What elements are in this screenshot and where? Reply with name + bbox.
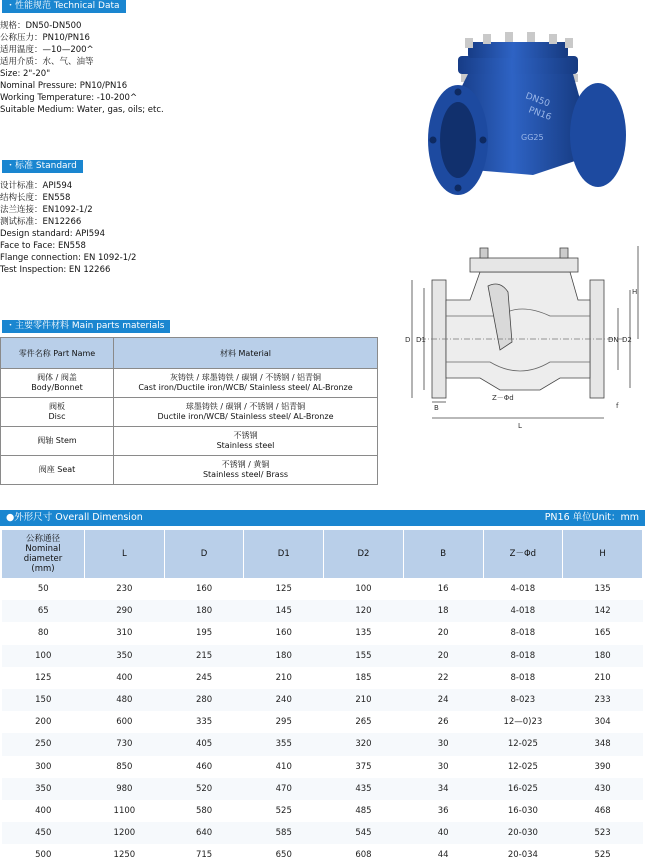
dimension-cell: 335: [195, 717, 213, 728]
part-name: 阀轴 Stem: [37, 436, 77, 445]
dimension-cell: 608: [355, 850, 372, 861]
parts-table: [0, 337, 378, 485]
drawing-label-D2: D2: [622, 336, 632, 344]
dimension-cell: 100: [355, 584, 372, 595]
dimension-cell: 26: [437, 717, 449, 728]
dimension-cell: 245: [195, 672, 213, 683]
dimension-cell: 520: [164, 778, 244, 800]
spec-line: 适用介质：水、气、油等: [0, 57, 94, 67]
dimension-cell: 30: [403, 733, 483, 755]
dimension-cell: 120: [324, 600, 404, 622]
spec-line: 公称压力：PN10/PN16: [0, 33, 90, 43]
drawing-label-DN: DN: [608, 336, 619, 344]
dimension-cell: 145: [244, 600, 324, 622]
parts-heading: ・主要零件材料 Main parts materials: [2, 320, 170, 333]
dimension-row: [2, 578, 643, 600]
dimension-cell: 280: [164, 689, 244, 711]
part-name: 阀板: [49, 402, 65, 411]
dimension-cell: 350: [85, 645, 165, 667]
dimension-cell: 16-025: [483, 778, 563, 800]
dimension-cell: 34: [403, 778, 483, 800]
dimension-cell: 430: [563, 778, 643, 800]
nominal-header-line: 公称通径: [25, 534, 60, 544]
part-material-cell: [114, 369, 378, 398]
parts-header-name: 零件名称 Part Name: [1, 338, 114, 369]
dimension-cell: 460: [195, 761, 213, 772]
part-material-cell: [114, 427, 378, 456]
dimension-cell: 195: [195, 628, 213, 639]
dimension-cell: 180: [244, 645, 324, 667]
dimension-cell: 640: [164, 822, 244, 844]
dimension-cell: 265: [355, 717, 372, 728]
dimension-cell: 730: [85, 733, 165, 755]
part-name: Disc: [48, 412, 66, 421]
dimension-cell: 20-034: [507, 850, 538, 861]
dimension-cell: 20: [437, 628, 449, 639]
parts-row: [1, 427, 378, 456]
dimension-cell: 240: [244, 689, 324, 711]
part-name: Body/Bonnet: [31, 383, 83, 392]
dimension-cell: 8-023: [483, 689, 563, 711]
dimension-column-header: D: [164, 530, 244, 578]
valve-drawing: [400, 232, 645, 432]
part-name-cell: [1, 427, 114, 456]
dimension-cell: 355: [244, 733, 324, 755]
dimension-cell: 125: [35, 672, 52, 683]
dimension-cell: 180: [563, 645, 643, 667]
part-name-cell: [1, 398, 114, 427]
dimension-cell: 8-018: [510, 672, 536, 683]
dimension-cell: 435: [324, 778, 404, 800]
dimension-column-header: L: [85, 530, 165, 578]
dimension-cell: 210: [324, 689, 404, 711]
dimension-cell: 40: [403, 822, 483, 844]
dimension-cell: 80: [37, 628, 49, 639]
dimension-column-header: H: [563, 530, 643, 578]
spec-line: Test Inspection: EN 12266: [0, 265, 111, 275]
dimension-cell: 215: [164, 645, 244, 667]
dimension-cell: 155: [324, 645, 404, 667]
dimension-cell: 22: [437, 672, 449, 683]
dimension-cell: 300: [35, 761, 52, 772]
dimension-cell: 523: [563, 822, 643, 844]
dimension-cell: 12-025: [483, 733, 563, 755]
drawing-label-H: H: [632, 288, 638, 296]
dimension-cell: 20-030: [483, 822, 563, 844]
dimension-header-bar: [0, 510, 645, 526]
dimension-row: [2, 622, 643, 644]
spec-line: Design standard: API594: [0, 229, 105, 239]
dimension-row: [2, 711, 643, 733]
spec-line: 测试标准：EN12266: [0, 217, 82, 227]
dimension-cell: 1200: [85, 822, 165, 844]
dimension-cell: 525: [275, 805, 292, 816]
dimension-table: [2, 530, 643, 866]
spec-line: 结构长度：EN558: [0, 193, 71, 203]
dimension-cell: 30: [437, 761, 449, 772]
drawing-label-B: B: [434, 404, 439, 412]
dimension-column-header: B: [403, 530, 483, 578]
dimension-row: [2, 645, 643, 667]
dimension-row: [2, 844, 643, 866]
dimension-cell: 250: [2, 733, 85, 755]
part-material: 灰铸铁 / 球墨铸铁 / 碳钢 / 不锈钢 / 铝青铜: [169, 373, 322, 382]
dimension-cell: 715: [195, 850, 213, 861]
dimension-cell: 400: [116, 672, 133, 683]
nominal-header-line: Nominal: [25, 544, 61, 554]
dimension-cell: 400: [35, 805, 52, 816]
valve-text-2: PN16: [526, 105, 553, 123]
part-name-cell: [1, 456, 114, 485]
part-name: 阀座 Seat: [38, 465, 76, 474]
part-material: Stainless steel/ Brass: [202, 470, 289, 479]
dimension-cell: 160: [275, 628, 292, 639]
dimension-cell: 580: [195, 805, 213, 816]
parts-row: [1, 398, 378, 427]
dimension-cell: 390: [594, 761, 611, 772]
part-material-cell: [114, 398, 378, 427]
spec-line: Nominal Pressure: PN10/PN16: [0, 81, 128, 91]
dimension-cell: 135: [594, 584, 611, 595]
dimension-cell: 4-018: [483, 600, 563, 622]
dimension-cell: 165: [594, 628, 611, 639]
dimension-cell: 450: [2, 822, 85, 844]
drawing-label-L: L: [518, 422, 522, 430]
standard-heading: ・标准 Standard: [2, 160, 83, 173]
dimension-cell: 12-025: [507, 761, 538, 772]
part-material: Ductile iron/WCB/ Stainless steel/ AL-Bronze: [157, 412, 334, 421]
part-name: 阀体 / 阀盖: [37, 373, 77, 382]
dimension-cell: 485: [355, 805, 372, 816]
nominal-header-line: (mm): [31, 564, 55, 574]
dimension-cell: 18: [403, 600, 483, 622]
dimension-cell: 180: [164, 600, 244, 622]
dimension-unit: PN16 单位Unit：mm: [544, 512, 639, 523]
part-name-cell: [1, 369, 114, 398]
dimension-cell: 16-030: [507, 805, 538, 816]
dimension-cell: 142: [563, 600, 643, 622]
dimension-cell: 135: [355, 628, 372, 639]
dimension-cell: 320: [324, 733, 404, 755]
dimension-cell: 44: [437, 850, 449, 861]
dimension-column-header: Z－Φd: [483, 530, 563, 578]
dimension-cell: 410: [275, 761, 292, 772]
dimension-cell: 348: [563, 733, 643, 755]
spec-line: Working Temperature: -10-200^: [0, 93, 138, 103]
dimension-cell: 150: [2, 689, 85, 711]
dimension-cell: 1250: [113, 850, 136, 861]
parts-header-material: 材料 Material: [114, 338, 378, 369]
dimension-row: [2, 733, 643, 755]
spec-line: 设计标准：API594: [0, 181, 73, 191]
dimension-cell: 160: [195, 584, 213, 595]
dimension-cell: 50: [37, 584, 49, 595]
dimension-row: [2, 689, 643, 711]
dimension-cell: 585: [244, 822, 324, 844]
part-material: Cast iron/Ductile iron/WCB/ Stainless steel/ AL-Bronze: [138, 383, 353, 392]
dimension-cell: 8-018: [510, 628, 536, 639]
dimension-cell: 8-018: [483, 645, 563, 667]
dimension-cell: 233: [563, 689, 643, 711]
parts-row: [1, 369, 378, 398]
dimension-cell: 375: [355, 761, 372, 772]
valve-text-3: GG25: [521, 133, 544, 142]
dimension-cell: 12—0)23: [503, 717, 543, 728]
dimension-cell: 1100: [113, 805, 136, 816]
dimension-row: [2, 778, 643, 800]
dimension-cell: 405: [164, 733, 244, 755]
technical-data-heading: ・性能规范 Technical Data: [2, 0, 126, 13]
dimension-cell: 100: [2, 645, 85, 667]
nominal-header-line: diameter: [23, 554, 63, 564]
part-material: Stainless steel: [216, 441, 275, 450]
dimension-cell: 980: [85, 778, 165, 800]
dimension-cell: 200: [35, 717, 52, 728]
dimension-row: [2, 600, 643, 622]
part-material: 不锈钢: [233, 431, 258, 440]
dimension-title: ●外形尺寸 Overall Dimension: [6, 512, 143, 523]
dimension-cell: 650: [275, 850, 292, 861]
spec-line: 适用温度：—10—200^: [0, 45, 94, 55]
spec-line: Suitable Medium: Water, gas, oils; etc.: [0, 105, 164, 115]
dimension-cell: 210: [275, 672, 292, 683]
dimension-column-header: D2: [324, 530, 404, 578]
dimension-row: [2, 822, 643, 844]
spec-line: Face to Face: EN558: [0, 241, 86, 251]
drawing-label-D: D: [405, 336, 411, 344]
dimension-cell: 4-018: [510, 584, 536, 595]
dimension-cell: 185: [355, 672, 372, 683]
drawing-label-f: f: [616, 402, 619, 410]
dimension-row: [2, 667, 643, 689]
dimension-cell: 230: [116, 584, 133, 595]
valve-photo: [413, 0, 638, 210]
dimension-cell: 125: [275, 584, 292, 595]
spec-line: 规格：DN50-DN500: [0, 21, 82, 31]
dimension-cell: 24: [403, 689, 483, 711]
dimension-column-header: D1: [244, 530, 324, 578]
dimension-cell: 600: [116, 717, 133, 728]
dimension-cell: 545: [324, 822, 404, 844]
dimension-row: [2, 800, 643, 822]
dimension-cell: 16: [437, 584, 449, 595]
dimension-cell: 36: [437, 805, 449, 816]
dimension-header-nominal: [2, 530, 85, 578]
part-material: 不锈钢 / 黄铜: [221, 460, 270, 469]
dimension-cell: 850: [116, 761, 133, 772]
dimension-cell: 500: [35, 850, 52, 861]
dimension-cell: 210: [594, 672, 611, 683]
drawing-label-Z: Z－Φd: [492, 394, 514, 402]
dimension-cell: 468: [594, 805, 611, 816]
dimension-cell: 65: [2, 600, 85, 622]
spec-line: 法兰连接：EN1092-1/2: [0, 205, 93, 215]
dimension-cell: 470: [244, 778, 324, 800]
dimension-cell: 304: [594, 717, 611, 728]
dimension-cell: 525: [594, 850, 611, 861]
valve-text-1: DN50: [523, 91, 552, 110]
dimension-cell: 20: [403, 645, 483, 667]
dimension-row: [2, 756, 643, 778]
dimension-cell: 480: [85, 689, 165, 711]
part-material-cell: [114, 456, 378, 485]
parts-row: [1, 456, 378, 485]
dimension-cell: 350: [2, 778, 85, 800]
dimension-cell: 295: [275, 717, 292, 728]
dimension-cell: 310: [116, 628, 133, 639]
spec-line: Flange connection: EN 1092-1/2: [0, 253, 137, 263]
drawing-label-D1: D1: [416, 336, 426, 344]
part-material: 球墨铸铁 / 碳钢 / 不锈钢 / 铝青铜: [185, 402, 306, 411]
spec-line: Size: 2"-20": [0, 69, 51, 79]
dimension-cell: 290: [85, 600, 165, 622]
